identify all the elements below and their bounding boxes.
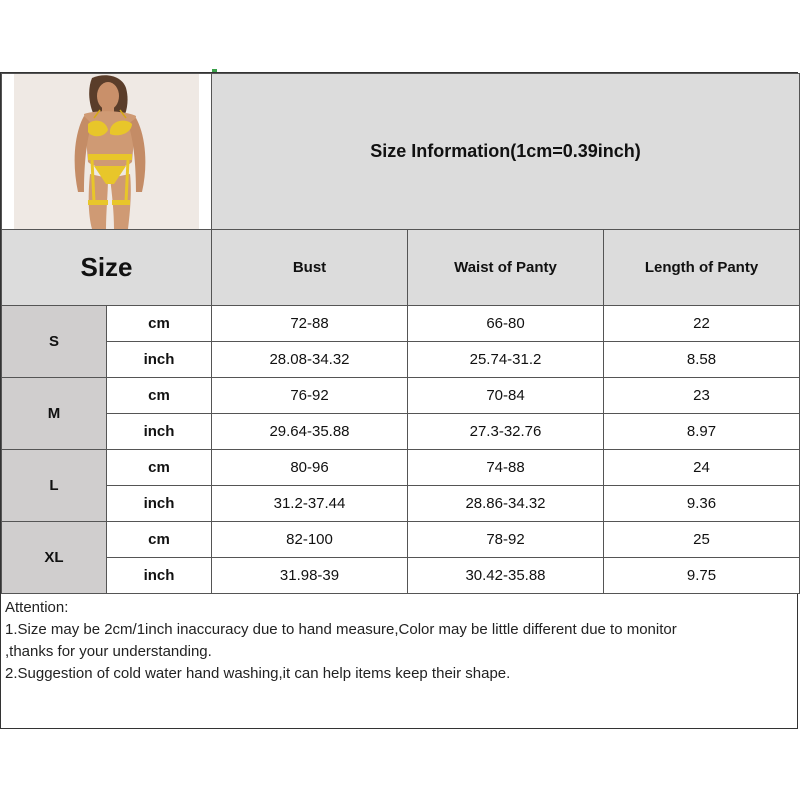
- table-cell: 9.75: [604, 558, 800, 594]
- size-chart: [0, 72, 798, 729]
- size-information-title: Size Information(1cm=0.39inch): [212, 74, 800, 230]
- table-cell: 27.3-32.76: [408, 414, 604, 450]
- table-cell: 66-80: [408, 306, 604, 342]
- product-photo-cell: [2, 74, 212, 230]
- table-cell: 28.86-34.32: [408, 486, 604, 522]
- size-header: Size: [2, 230, 212, 306]
- unit-inch: inch: [107, 558, 212, 594]
- table-cell: 25: [604, 522, 800, 558]
- table-cell: 29.64-35.88: [212, 414, 408, 450]
- size-label-l: L: [2, 450, 107, 522]
- table-cell: 31.2-37.44: [212, 486, 408, 522]
- length-of-panty-header: Length of Panty: [604, 230, 800, 306]
- table-cell: 76-92: [212, 378, 408, 414]
- unit-cm: cm: [107, 522, 212, 558]
- lingerie-model-photo-icon: [14, 74, 199, 229]
- unit-cm: cm: [107, 450, 212, 486]
- size-table: [1, 73, 800, 594]
- attention-heading: Attention:: [5, 599, 69, 616]
- table-cell: 8.58: [604, 342, 800, 378]
- size-label-m: M: [2, 378, 107, 450]
- table-cell: 8.97: [604, 414, 800, 450]
- waist-of-panty-header: Waist of Panty: [408, 230, 604, 306]
- table-cell: 22: [604, 306, 800, 342]
- table-cell: 31.98-39: [212, 558, 408, 594]
- unit-cm: cm: [107, 378, 212, 414]
- unit-cm: cm: [107, 306, 212, 342]
- attention-line: 2.Suggestion of cold water hand washing,it can help items keep their shape.: [5, 665, 511, 682]
- size-label-xl: XL: [2, 522, 107, 594]
- size-label-s: S: [2, 306, 107, 378]
- unit-inch: inch: [107, 486, 212, 522]
- table-cell: 9.36: [604, 486, 800, 522]
- attention-notes: [5, 597, 795, 685]
- table-cell: 28.08-34.32: [212, 342, 408, 378]
- table-cell: 72-88: [212, 306, 408, 342]
- unit-inch: inch: [107, 342, 212, 378]
- attention-line: ,thanks for your understanding.: [5, 643, 212, 660]
- table-cell: 24: [604, 450, 800, 486]
- unit-inch: inch: [107, 414, 212, 450]
- bust-header: Bust: [212, 230, 408, 306]
- table-cell: 80-96: [212, 450, 408, 486]
- table-cell: 70-84: [408, 378, 604, 414]
- table-cell: 23: [604, 378, 800, 414]
- table-cell: 30.42-35.88: [408, 558, 604, 594]
- table-cell: 25.74-31.2: [408, 342, 604, 378]
- attention-line: 1.Size may be 2cm/1inch inaccuracy due to hand measure,Color may be little different due to monitor: [5, 621, 677, 638]
- table-cell: 82-100: [212, 522, 408, 558]
- table-cell: 78-92: [408, 522, 604, 558]
- table-cell: 74-88: [408, 450, 604, 486]
